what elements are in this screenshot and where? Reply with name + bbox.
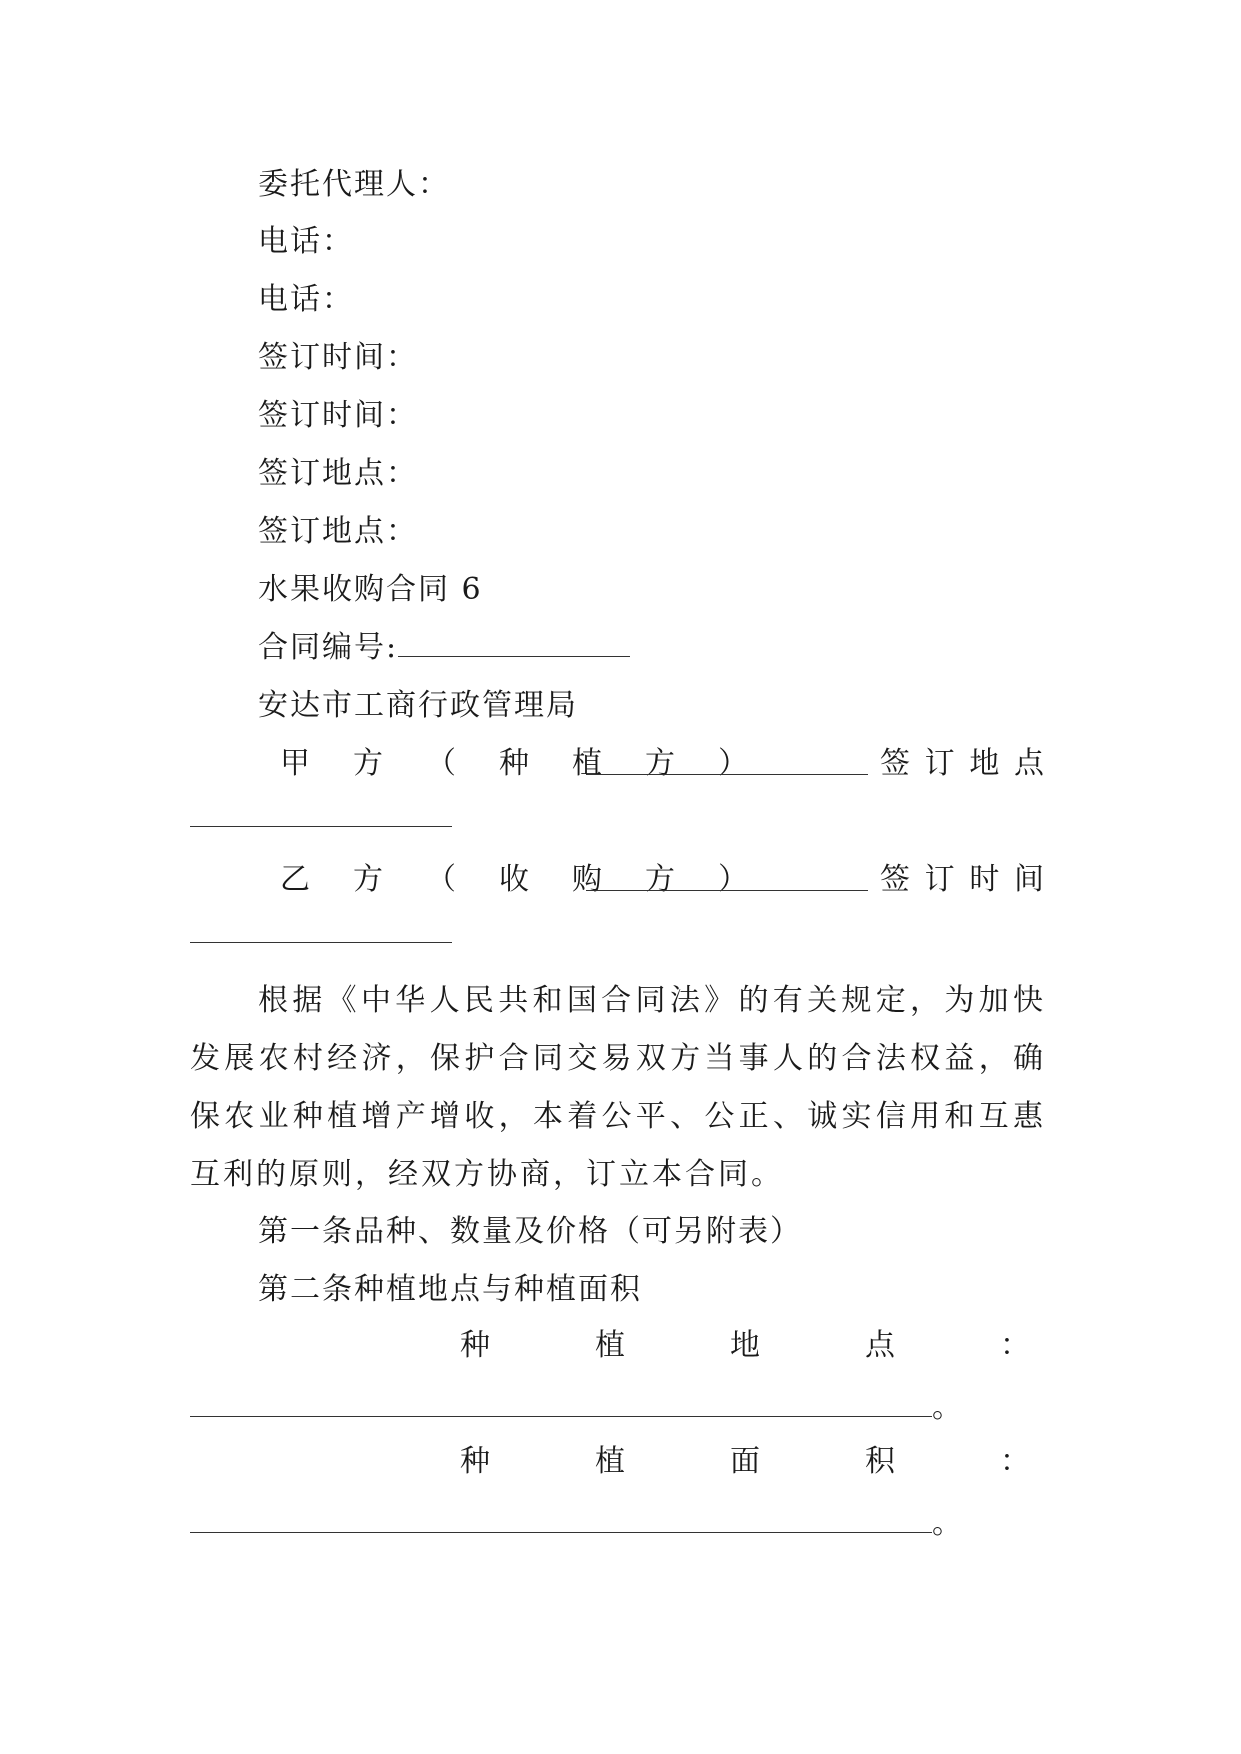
contract-number-blank: [398, 628, 630, 657]
sign-time-label: 签订时间：: [258, 340, 418, 375]
sign-place-blank: [190, 826, 452, 827]
sign-time-char: 签: [880, 862, 912, 897]
planting-area-blank: [190, 1504, 932, 1533]
planting-location-period: 。: [932, 1390, 964, 1425]
party-b-char: ）: [718, 862, 750, 897]
planting-area-answer-row: [190, 1504, 980, 1544]
sign-time-label: 签订时间：: [258, 398, 418, 433]
party-a-char: 种: [499, 746, 531, 781]
sign-time-char: 间: [1013, 862, 1046, 897]
phone-label: 电话：: [258, 224, 354, 259]
party-b-char: （: [426, 862, 458, 897]
party-a-char: 方: [353, 746, 385, 781]
article-2-heading: 第二条种植地点与种植面积: [258, 1272, 642, 1307]
party-b-blank: [586, 860, 868, 891]
sign-time-char: 时: [969, 862, 1002, 897]
phone-label: 电话：: [258, 282, 354, 317]
sign-time-blank: [190, 942, 452, 943]
party-a-char: 甲: [280, 746, 312, 781]
sign-place-char: 订: [924, 746, 957, 781]
party-b-char: 方: [353, 862, 385, 897]
planting-area-period: 。: [932, 1506, 964, 1541]
sign-place-label: 签订地点：: [258, 514, 418, 549]
sign-place-char: 地: [969, 746, 1002, 781]
article-1-heading: 第一条品种、数量及价格（可另附表）: [258, 1214, 802, 1249]
party-b-char: 购: [572, 862, 604, 897]
planting-location-answer-row: [190, 1388, 980, 1428]
planting-location-char: 地: [730, 1328, 762, 1363]
contract-number-label: 合同编号:: [258, 630, 399, 665]
agent-label: 委托代理人：: [258, 167, 450, 202]
planting-location-char: 植: [595, 1328, 627, 1363]
sign-time-inline-label: [880, 860, 1046, 900]
party-b-char: 方: [645, 862, 677, 897]
sign-time-char: 订: [924, 862, 957, 897]
party-a-char: 方: [645, 746, 677, 781]
party-a-char: 植: [572, 746, 604, 781]
planting-area-label: [460, 1442, 1032, 1482]
party-b-char: 乙: [280, 862, 312, 897]
party-b-char: 收: [499, 862, 531, 897]
party-a-blank: [586, 744, 868, 775]
sign-place-inline-label: [880, 744, 1046, 784]
party-a-char: ）: [718, 746, 750, 781]
contract-title: 水果收购合同 6: [258, 572, 483, 607]
party-a-char: （: [426, 746, 458, 781]
planting-area-char: 积: [865, 1444, 897, 1479]
planting-location-char: ：: [1000, 1328, 1032, 1363]
planting-location-blank: [190, 1388, 932, 1417]
preamble-paragraph: 根据《中华人民共和国合同法》的有关规定，为加快发展农村经济，保护合同交易双方当事人的合法权益，确保农业种植增产增收，本着公平、公正、诚实信用和互惠互利的原则，经双方协商，订立本合同。: [190, 983, 1046, 1192]
planting-location-char: 点: [865, 1328, 897, 1363]
planting-location-label: [460, 1326, 1032, 1366]
sign-place-char: 签: [880, 746, 912, 781]
sign-place-char: 点: [1013, 746, 1046, 781]
planting-area-char: 植: [595, 1444, 627, 1479]
authority-name: 安达市工商行政管理局: [258, 688, 578, 723]
contract-number-row: [258, 628, 1046, 668]
planting-area-char: 种: [460, 1444, 492, 1479]
planting-location-char: 种: [460, 1328, 492, 1363]
planting-area-char: 面: [730, 1444, 762, 1479]
planting-area-char: ：: [1000, 1444, 1032, 1479]
sign-place-label: 签订地点：: [258, 456, 418, 491]
